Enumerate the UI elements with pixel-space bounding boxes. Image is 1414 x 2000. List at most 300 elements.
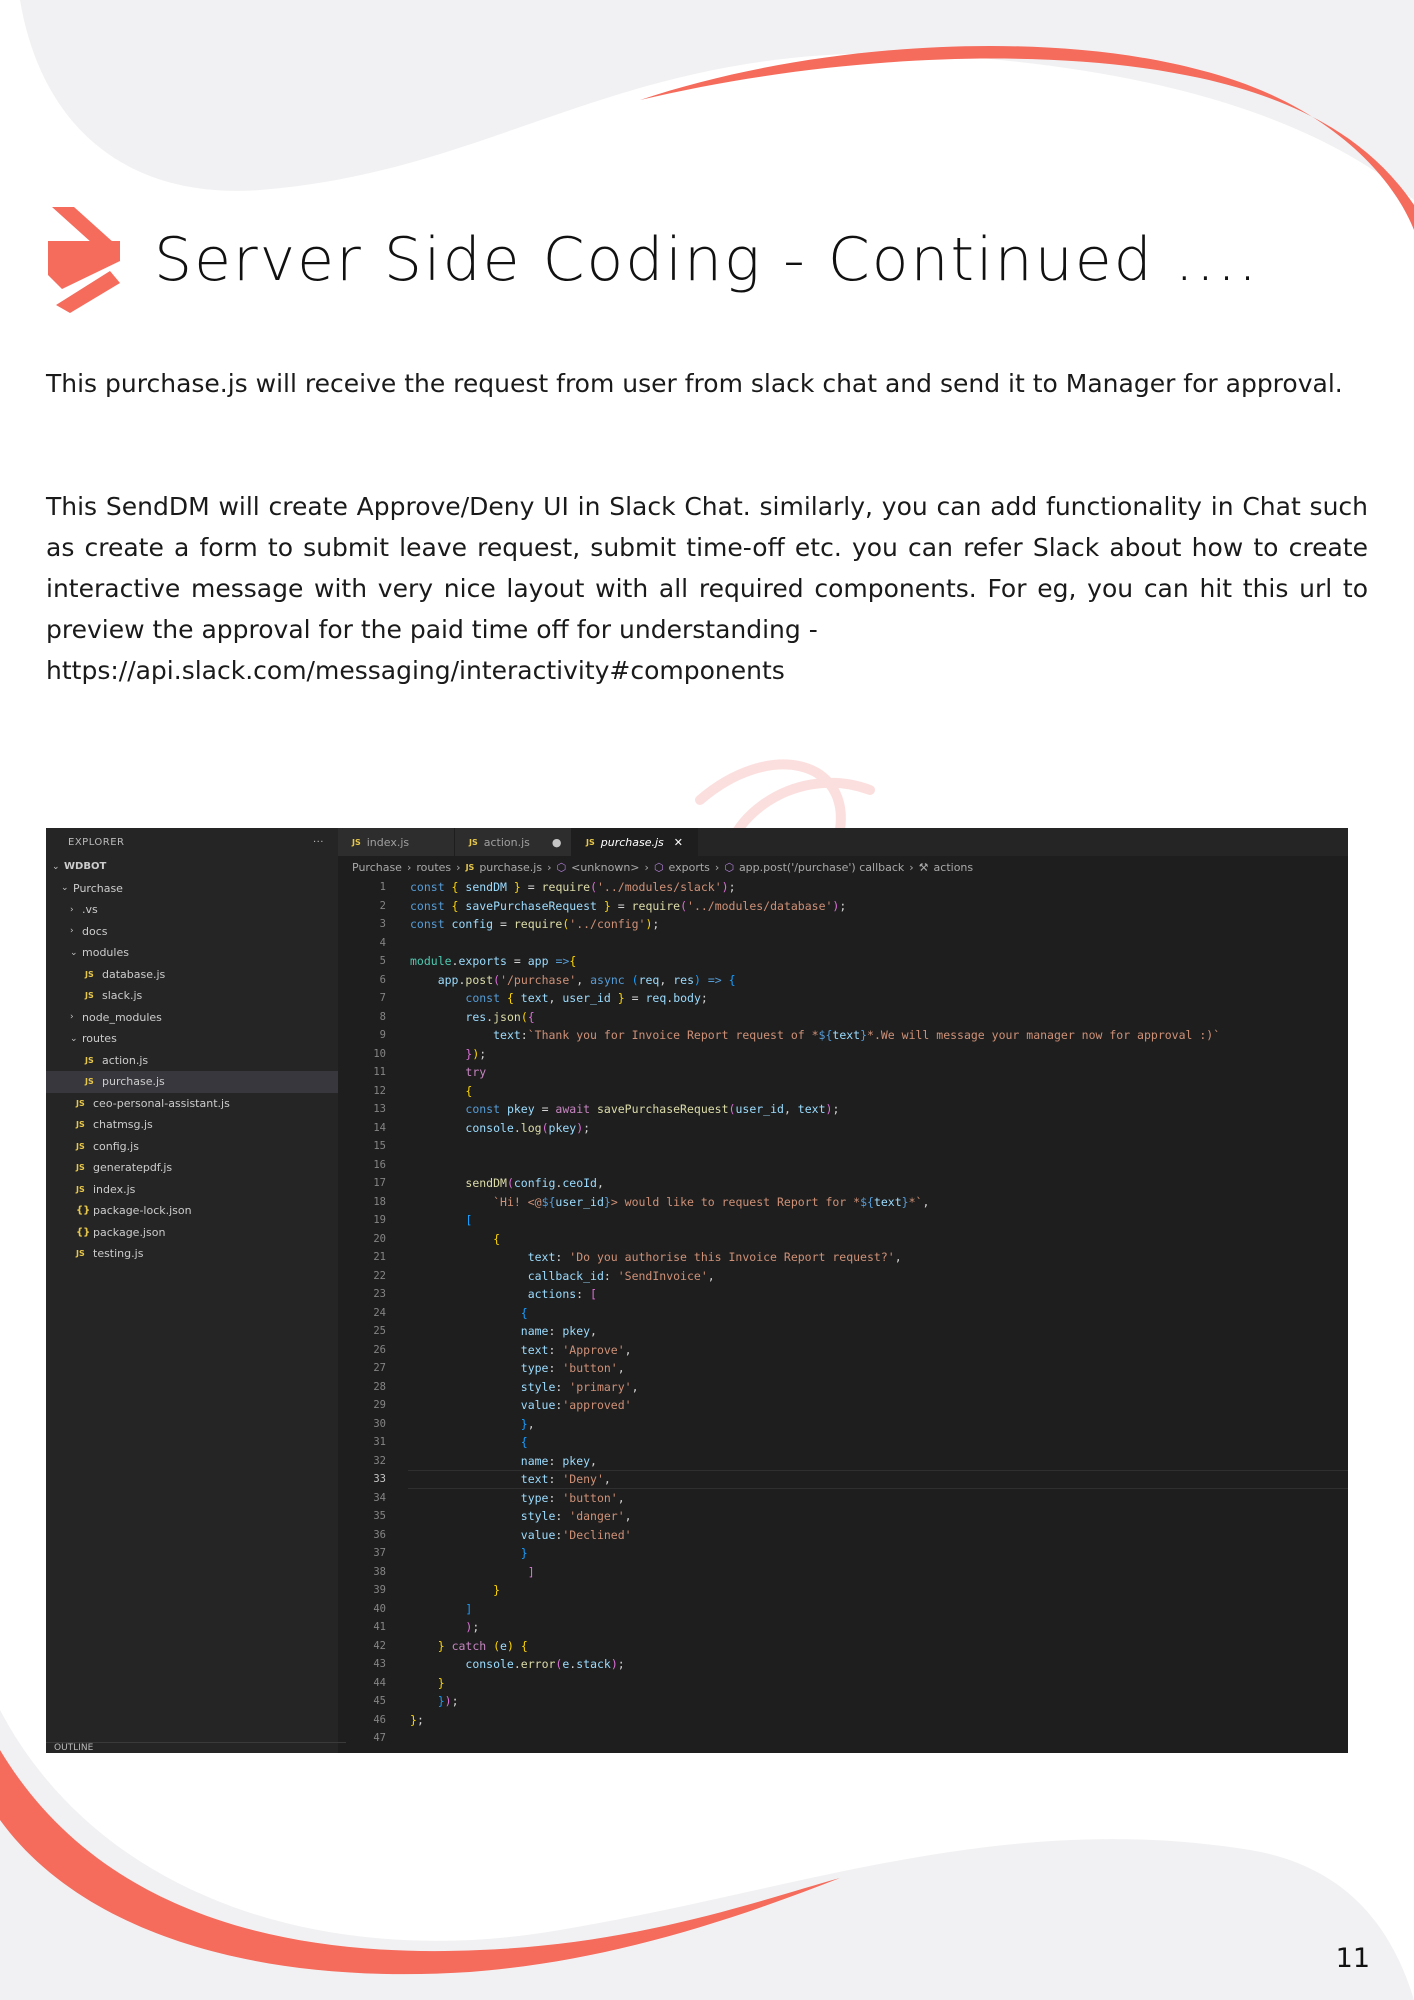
code-token: {: [451, 880, 466, 894]
code-token: 'Deny': [562, 1472, 604, 1486]
code-token: ${: [818, 1028, 833, 1042]
line-number: 44: [373, 1676, 386, 1689]
tree-item-label: chatmsg.js: [93, 1118, 153, 1132]
code-token: [410, 1639, 438, 1653]
code-token: (: [555, 1657, 563, 1671]
code-line: [338, 1489, 1348, 1508]
code-line: [338, 1433, 1348, 1452]
code-token: savePurchaseRequest: [465, 898, 597, 913]
line-number: 21: [373, 1251, 386, 1263]
code-token: [410, 1084, 465, 1098]
code-token: value: [520, 1527, 556, 1542]
code-token: {: [506, 991, 521, 1005]
tree-item[interactable]: [46, 964, 338, 986]
code-text: [410, 1063, 486, 1082]
symbol-cube-icon: ⬡: [653, 860, 664, 874]
code-token: config: [513, 1176, 556, 1190]
explorer-more-icon[interactable]: ···: [312, 836, 324, 848]
code-line: [338, 1082, 1348, 1101]
line-number: 25: [373, 1325, 386, 1337]
editor-tab[interactable]: [338, 828, 455, 856]
code-token: ): [694, 972, 701, 987]
tree-item-label: action.js: [102, 1053, 149, 1067]
tree-item[interactable]: [46, 1179, 338, 1201]
breadcrumb: [352, 858, 973, 876]
code-token: [410, 1620, 465, 1634]
code-token: user_id: [735, 1102, 784, 1116]
code-token: > would like to request Report for *: [610, 1194, 861, 1209]
code-token: pkey: [548, 1120, 577, 1135]
code-token: callback_id: [527, 1268, 604, 1283]
code-token: [410, 1602, 465, 1616]
breadcrumb-item[interactable]: <unknown>: [571, 860, 640, 874]
breadcrumb-item[interactable]: purchase.js: [479, 860, 543, 874]
code-line: [338, 1193, 1348, 1212]
tree-item-label: WDBOT: [64, 861, 107, 873]
code-line: [338, 1119, 1348, 1138]
code-token: console: [465, 1657, 514, 1671]
code-token: :: [576, 1287, 591, 1301]
code-token: {: [451, 898, 466, 913]
editor-tab-label: purchase.js: [600, 835, 664, 849]
code-token: ,: [527, 1416, 535, 1431]
line-number: 13: [373, 1103, 386, 1115]
js-file-icon: JS: [76, 1163, 85, 1173]
tree-item-label: modules: [82, 946, 129, 960]
line-number: 39: [373, 1584, 386, 1596]
code-token: {: [520, 1305, 528, 1320]
line-number: 26: [373, 1343, 386, 1356]
editor-tab[interactable]: [572, 828, 698, 856]
code-token: stack: [576, 1657, 611, 1671]
code-token: [410, 1195, 493, 1209]
tree-item[interactable]: [46, 1071, 338, 1093]
code-token: [410, 1435, 521, 1449]
chevron-right-icon: ›: [70, 1012, 74, 1023]
code-token: ,: [548, 991, 563, 1005]
code-token: require: [631, 898, 681, 913]
tree-item-label: testing.js: [93, 1247, 144, 1261]
breadcrumb-item[interactable]: Purchase: [352, 860, 402, 874]
explorer-header: [46, 828, 338, 856]
tree-item[interactable]: [46, 985, 338, 1007]
line-number: 1: [379, 881, 386, 893]
code-token: ,: [894, 1250, 902, 1264]
tree-item[interactable]: [46, 1136, 338, 1158]
line-number: 42: [373, 1639, 386, 1652]
code-token: await: [555, 1102, 597, 1116]
code-token: ;: [832, 1102, 840, 1116]
code-token: res: [465, 1009, 487, 1024]
code-token: req: [638, 972, 660, 987]
code-token: 'SendInvoice': [617, 1268, 708, 1283]
code-text: [410, 1711, 424, 1730]
code-text: [410, 1026, 1220, 1045]
code-token: :: [520, 1028, 528, 1042]
code-token: [410, 1380, 521, 1394]
code-token: ]: [527, 1564, 535, 1579]
code-token: }: [465, 1046, 473, 1061]
senddm-paragraph: [46, 486, 1368, 691]
js-file-icon: JS: [76, 1098, 85, 1108]
tree-item[interactable]: [46, 1050, 338, 1072]
code-token: [410, 1361, 521, 1375]
code-token: .: [666, 991, 674, 1005]
code-token: [410, 1176, 465, 1190]
code-token: require: [541, 880, 591, 894]
code-token: '/purchase': [500, 972, 577, 987]
code-token: .: [513, 1657, 521, 1671]
code-token: value: [520, 1398, 556, 1412]
code-text: [410, 1563, 535, 1582]
js-file-icon: JS: [85, 1055, 94, 1065]
line-number: 24: [373, 1306, 386, 1319]
code-token: {: [513, 1638, 528, 1653]
tree-item-label: database.js: [102, 967, 166, 981]
code-token: =>: [700, 972, 729, 987]
code-text: [410, 1248, 902, 1267]
line-number: 29: [373, 1399, 386, 1411]
tree-item[interactable]: [46, 878, 338, 900]
tree-item-label: slack.js: [102, 989, 143, 1003]
tree-item-label: ceo-personal-assistant.js: [93, 1096, 230, 1110]
code-token: .: [486, 1009, 494, 1024]
code-token: pkey: [562, 1324, 591, 1338]
tree-item[interactable]: [46, 1243, 338, 1265]
tree-item[interactable]: [46, 1222, 338, 1244]
code-token: text: [832, 1028, 861, 1042]
code-token: 'Do you authorise this Invoice Report request?': [569, 1250, 895, 1264]
code-line: [338, 1452, 1348, 1471]
code-token: ,: [617, 1490, 625, 1505]
tree-item-label: docs: [82, 924, 108, 938]
code-token: type: [520, 1490, 549, 1505]
code-token: res: [673, 972, 694, 987]
intro-paragraph: This purchase.js will receive the request from user from slack chat and send it to Manager for approval.: [46, 369, 1343, 398]
line-number: 45: [373, 1695, 386, 1707]
tree-item[interactable]: [46, 1114, 338, 1136]
code-token: ,: [603, 1472, 611, 1486]
code-line: [338, 1156, 1348, 1175]
code-token: (: [520, 1009, 528, 1024]
code-token: [410, 1546, 521, 1560]
code-token: ;: [479, 1046, 487, 1061]
code-line: [338, 1359, 1348, 1378]
code-line: [338, 1322, 1348, 1341]
code-text: [410, 1433, 528, 1452]
tree-item-label: index.js: [93, 1182, 136, 1196]
code-token: e: [500, 1638, 507, 1653]
code-token: `Hi! <@: [493, 1194, 542, 1209]
code-token: :: [555, 1250, 570, 1264]
code-token: json: [493, 1009, 521, 1024]
line-number: 37: [373, 1547, 386, 1559]
code-token: ): [832, 898, 840, 913]
code-line: [338, 1563, 1348, 1582]
code-token: [410, 1398, 521, 1412]
code-token: '../config': [569, 917, 646, 931]
line-number: 12: [373, 1084, 386, 1097]
page-number: 11: [1335, 1943, 1370, 1974]
code-token: const: [410, 917, 452, 931]
code-token: }: [520, 1546, 528, 1560]
code-token: ceoId: [562, 1176, 597, 1190]
code-token: app: [527, 954, 549, 968]
code-token: (: [493, 1638, 501, 1653]
file-tree: [46, 856, 338, 1265]
code-token: ,: [631, 1379, 639, 1394]
code-area[interactable]: [338, 878, 1348, 1748]
code-token: style: [520, 1379, 556, 1394]
breadcrumb-item[interactable]: exports: [668, 860, 710, 874]
line-number: 18: [373, 1195, 386, 1208]
code-text: [410, 1581, 500, 1600]
code-text: [410, 1637, 528, 1656]
code-token: 'button': [562, 1361, 618, 1375]
code-token: ;: [839, 898, 847, 913]
code-token: ,: [590, 1324, 597, 1338]
code-token: [410, 1472, 521, 1486]
code-token: [410, 1121, 465, 1135]
code-token: *.We will message your manager now for approval :)`: [867, 1028, 1221, 1042]
code-token: (: [590, 880, 597, 894]
line-number: 8: [379, 1010, 386, 1023]
code-token: }: [437, 1694, 445, 1708]
code-token: [410, 1565, 528, 1579]
chevron-right-icon: ›: [714, 860, 720, 874]
code-line: [338, 1285, 1348, 1304]
code-token: ,: [659, 972, 674, 987]
code-token: name: [520, 1453, 549, 1468]
modified-dot-icon: ●: [551, 835, 562, 849]
outline-section[interactable]: [46, 1742, 346, 1753]
code-text: [410, 1230, 500, 1249]
code-text: [410, 1526, 632, 1545]
code-token: }: [437, 1675, 445, 1690]
code-token: req: [645, 991, 667, 1005]
code-token: const: [465, 991, 507, 1005]
code-text: [410, 1396, 632, 1415]
code-token: ;: [416, 1712, 424, 1727]
chevron-right-icon: ›: [909, 860, 914, 874]
code-token: ;: [451, 1694, 459, 1708]
logo-stripe-top: [52, 207, 114, 243]
tree-item[interactable]: [46, 921, 338, 943]
js-file-icon: JS: [85, 991, 94, 1001]
slack-docs-link[interactable]: https://api.slack.com/messaging/interactivity#components: [46, 656, 785, 685]
code-text: [410, 952, 576, 971]
code-token: ): [444, 1694, 452, 1708]
code-token: config: [451, 917, 494, 931]
tree-item[interactable]: [46, 1200, 338, 1222]
line-number: 36: [373, 1528, 386, 1541]
code-line: [338, 1581, 1348, 1600]
line-number: 31: [373, 1436, 386, 1448]
code-token: sendDM: [465, 1176, 507, 1190]
code-token: pkey: [562, 1453, 591, 1468]
code-line: [338, 1507, 1348, 1526]
code-text: [410, 1470, 611, 1489]
symbol-cube-icon: ⬡: [724, 860, 734, 874]
code-token: ): [506, 1638, 514, 1653]
line-number: 3: [379, 918, 386, 930]
chevron-right-icon: ›: [456, 860, 461, 874]
chevron-right-icon: ›: [70, 904, 74, 915]
tree-item[interactable]: [46, 856, 338, 878]
code-text: [410, 971, 736, 990]
code-token: [410, 991, 465, 1005]
code-token: error: [520, 1657, 556, 1671]
editor-tab-label: index.js: [366, 835, 410, 849]
code-token: [410, 1657, 465, 1671]
code-text: [410, 1507, 632, 1526]
code-token: {: [569, 954, 577, 968]
code-line: [338, 1211, 1348, 1230]
editor-tab[interactable]: [455, 828, 572, 856]
tree-item[interactable]: [46, 1093, 338, 1115]
js-file-icon: JS: [85, 969, 94, 979]
code-token: ,: [624, 1342, 632, 1357]
code-line: [338, 1674, 1348, 1693]
code-token: console: [465, 1120, 514, 1135]
code-token: :: [548, 1342, 563, 1357]
code-token: ): [610, 1657, 618, 1671]
code-token: const: [465, 1102, 507, 1116]
code-line: [338, 971, 1348, 990]
code-token: module: [410, 954, 452, 968]
code-token: type: [520, 1361, 549, 1375]
tree-item-label: Purchase: [73, 881, 123, 895]
code-line: [338, 1341, 1348, 1360]
code-token: [410, 1509, 521, 1523]
code-text: [410, 1618, 479, 1637]
code-token: post: [465, 972, 494, 987]
tree-item-label: package.json: [93, 1225, 166, 1239]
code-token: [410, 1417, 521, 1431]
line-number: 2: [379, 899, 386, 912]
line-number: 16: [373, 1158, 386, 1171]
code-token: :: [548, 1490, 563, 1505]
code-text: [410, 878, 736, 897]
line-number: 10: [373, 1047, 386, 1060]
code-text: [410, 915, 659, 934]
code-token: ): [576, 1120, 584, 1135]
code-text: [410, 1193, 929, 1212]
header-grey-wave: [20, 0, 1414, 200]
code-token: ${: [860, 1194, 874, 1209]
code-token: [410, 1676, 438, 1690]
code-token: [: [590, 1287, 597, 1301]
code-line: [338, 934, 1348, 953]
line-number: 47: [373, 1732, 386, 1744]
json-file-icon: {}: [76, 1205, 91, 1217]
line-number: 19: [373, 1214, 386, 1226]
line-number: 17: [373, 1177, 386, 1189]
tree-item[interactable]: [46, 942, 338, 964]
wrench-icon: ⚒: [918, 860, 929, 874]
code-token: try: [465, 1065, 487, 1079]
code-token: .: [513, 1120, 521, 1135]
breadcrumb-item[interactable]: routes: [416, 860, 452, 874]
code-line: [338, 1248, 1348, 1267]
code-line: [338, 1637, 1348, 1656]
code-token: =: [534, 1102, 556, 1116]
line-number: 32: [373, 1454, 386, 1467]
code-token: ): [825, 1102, 833, 1116]
js-file-icon: JS: [465, 862, 475, 872]
explorer-title: EXPLORER: [68, 836, 125, 848]
code-text: [410, 1378, 639, 1397]
code-token: 'button': [562, 1490, 618, 1505]
tree-item[interactable]: [46, 1157, 338, 1179]
code-line: [338, 897, 1348, 916]
code-text: [410, 1211, 472, 1230]
close-icon[interactable]: ✕: [673, 835, 683, 849]
code-text: [410, 1359, 625, 1378]
code-text: [410, 1082, 472, 1101]
line-number: 43: [373, 1658, 386, 1670]
code-token: =: [520, 880, 542, 894]
breadcrumb-item[interactable]: app.post('/purchase') callback: [738, 860, 905, 874]
code-line: [338, 1063, 1348, 1082]
code-text: [410, 1174, 604, 1193]
tree-item[interactable]: [46, 1028, 338, 1050]
code-token: [410, 1694, 438, 1708]
code-token: .: [451, 954, 459, 968]
tree-item[interactable]: [46, 899, 338, 921]
code-token: 'approved': [562, 1398, 632, 1412]
symbol-cube-icon: ⬡: [556, 860, 567, 874]
code-token: [410, 1250, 528, 1264]
brand-logo-icon: [44, 205, 124, 315]
code-text: [410, 1267, 715, 1286]
code-token: .: [458, 972, 466, 987]
code-token: 'danger': [569, 1509, 625, 1523]
code-token: {: [520, 1435, 528, 1449]
code-token: ;: [617, 1657, 625, 1671]
senddm-paragraph-text: This SendDM will create Approve/Deny UI in Slack Chat. similarly, you can add functionality in Chat such as create a form to submit leave request, submit time-off etc. you can refer Slack about how to create interactive message with very nice layout with all required components. For eg, you can hit this url to preview the approval for the paid time off for understanding -: [46, 492, 1368, 644]
code-text: [410, 1008, 535, 1027]
js-file-icon: JS: [586, 837, 595, 847]
code-token: '../modules/slack': [597, 880, 722, 894]
chevron-down-icon: ⌄: [70, 1033, 78, 1044]
code-token: text: [493, 1028, 521, 1042]
line-number: 46: [373, 1713, 386, 1726]
code-text: [410, 1674, 445, 1693]
code-token: user_id: [562, 991, 611, 1005]
code-token: log: [520, 1120, 542, 1135]
tree-item[interactable]: [46, 1007, 338, 1029]
line-number: 14: [373, 1121, 386, 1134]
breadcrumb-item[interactable]: actions: [933, 860, 974, 874]
code-token: }: [610, 991, 625, 1005]
code-token: [410, 1583, 493, 1597]
code-token: ,: [922, 1194, 930, 1209]
code-token: actions: [527, 1287, 577, 1301]
line-number: 15: [373, 1140, 386, 1152]
code-token: {: [527, 1009, 535, 1024]
code-token: ,: [624, 1509, 632, 1523]
code-line: [338, 1230, 1348, 1249]
code-token: {: [728, 972, 736, 987]
code-token: }: [493, 1583, 501, 1597]
code-token: [410, 1102, 465, 1116]
outline-label: OUTLINE: [54, 1743, 94, 1753]
code-token: pkey: [506, 1102, 535, 1116]
code-token: app: [437, 972, 459, 987]
code-token: 'Declined': [562, 1527, 632, 1542]
code-text: [410, 1045, 486, 1064]
